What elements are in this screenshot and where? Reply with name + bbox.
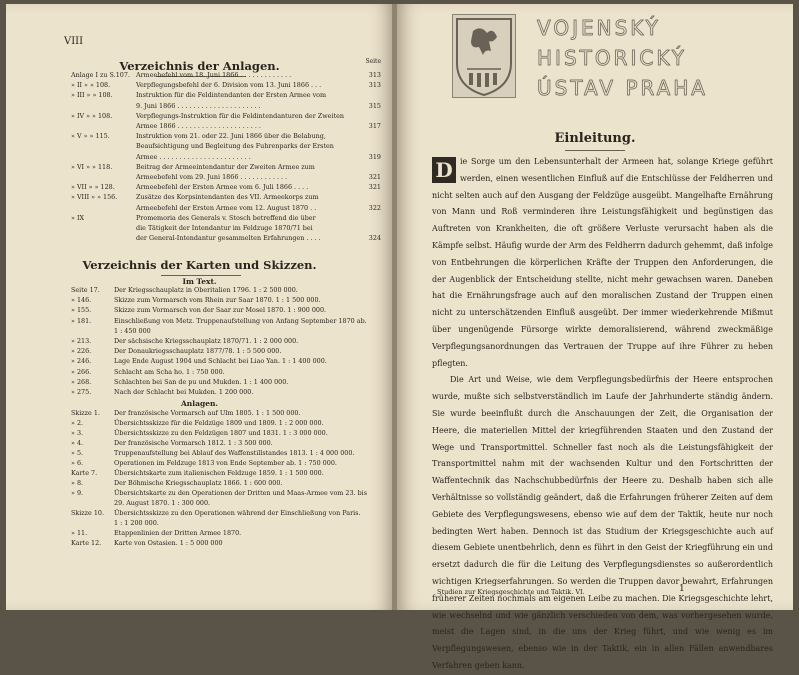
list-item-label: » IV » » 108. bbox=[71, 111, 113, 120]
list-item-text: die Tätigkeit der Intendantur im Feldzuge 1870/71 bei bbox=[136, 224, 313, 232]
list-item-text: Instruktion vom 21. oder 22. Juni 1866 über die Belabung, bbox=[136, 132, 326, 141]
list-item-label: » VI » » 118. bbox=[71, 162, 113, 171]
list-item bbox=[6, 223, 393, 233]
list-item-page: 319 bbox=[368, 152, 381, 161]
list-item-label: » 11. bbox=[71, 529, 88, 537]
list-item bbox=[6, 305, 393, 315]
list-item-label: » 6. bbox=[71, 459, 84, 467]
list-item bbox=[6, 192, 393, 202]
right-page-number: 1 bbox=[679, 584, 685, 594]
einleitung-heading-rule bbox=[565, 150, 625, 151]
list-item-text: Promemoria des Generals v. Stosch betreffend die über bbox=[136, 213, 316, 222]
anlagen-heading: Verzeichnis der Anlagen. bbox=[119, 59, 280, 73]
list-item-text: Schlachten bei San de pu und Mukden. 1 : 1 400 000. bbox=[114, 377, 289, 386]
right-page bbox=[397, 4, 793, 670]
list-item-label: » 5. bbox=[71, 449, 84, 457]
list-item-text: Nach der Schlacht bei Mukden. 1 200 000. bbox=[114, 388, 254, 396]
list-item-text: Instruktion für die Feldintendanten der Ersten Armee vom bbox=[136, 91, 327, 100]
list-item-label: » 3. bbox=[71, 429, 84, 437]
list-item-label: Skizze 10. bbox=[71, 509, 105, 517]
list-item-label: Karte 12. bbox=[71, 539, 102, 547]
list-item-page: 321 bbox=[368, 183, 381, 192]
list-item bbox=[6, 131, 393, 141]
anlagen-sub-heading: Anlagen. bbox=[180, 399, 219, 408]
list-item-text: 29. August 1870. 1 : 300 000. bbox=[114, 499, 211, 507]
institute-name-line-3: ÚSTAV PRAHA bbox=[537, 76, 708, 100]
list-item-text: Verpflegungsbefehl der 6. Division vom 13. Juni 1866 . . . bbox=[136, 81, 322, 90]
list-item-label: » 275. bbox=[71, 388, 92, 396]
list-item bbox=[6, 111, 393, 121]
list-item-text: Armeebefehl der Ersten Armee vom 12. August 1870 . . bbox=[136, 203, 317, 212]
list-item-text: Einschließung von Metz. Truppenaufstellung von Anfang September 1870 ab. bbox=[114, 316, 367, 325]
list-item bbox=[6, 90, 393, 100]
list-item bbox=[6, 285, 393, 295]
list-item bbox=[6, 162, 393, 172]
skizzen-list bbox=[6, 408, 393, 548]
list-item bbox=[6, 101, 393, 111]
list-item-label: » 268. bbox=[71, 377, 92, 386]
list-item bbox=[6, 448, 393, 458]
list-item-text: Beaufsichtigung und Begleitung des Fuhrenparks der Ersten bbox=[136, 142, 334, 151]
list-item bbox=[6, 233, 393, 243]
list-item-text: Der französische Vormarsch 1812. 1 : 3 500 000. bbox=[114, 439, 273, 447]
list-item-label: » V » » 115. bbox=[71, 132, 110, 141]
list-item-label: Karte 7. bbox=[71, 469, 98, 477]
list-item bbox=[6, 326, 393, 336]
list-item-label: Skizze 1. bbox=[71, 409, 100, 417]
list-item-label: » 9. bbox=[71, 489, 84, 497]
list-item-page: 322 bbox=[368, 203, 381, 212]
lion-shield-icon bbox=[453, 15, 515, 97]
im-text-heading: Im Text. bbox=[182, 277, 217, 286]
list-item-label: » III » » 108. bbox=[71, 91, 113, 100]
list-item-label: » 8. bbox=[71, 479, 84, 487]
list-item bbox=[6, 387, 393, 397]
list-item bbox=[6, 408, 393, 418]
list-item-text: Operationen im Feldzuge 1813 von Ende September ab. 1 : 750 000. bbox=[114, 459, 337, 467]
list-item-label: » 2. bbox=[71, 419, 84, 427]
institute-name-line-2: HISTORICKÝ bbox=[537, 46, 687, 70]
list-item bbox=[6, 203, 393, 213]
list-item-text: Verpflegungs-Instruktion für die Feldintendanturen der Zweiten bbox=[136, 111, 344, 120]
list-item-text: Übersichtsskizze zu den Operationen während der Einschließung von Paris. bbox=[114, 509, 361, 517]
institute-emblem bbox=[452, 14, 516, 98]
list-item-label: » VII » » 128. bbox=[71, 183, 115, 192]
paragraph-2: Die Art und Weise, wie dem Verpflegungsbedürfnis der Heere entsprochen wurde, mußte sich selbstverständlich im Laufe der Jahrhunderte ständig ändern. Sie wurde beeinflußt durch die Anschauungen der Zeit, die Organisation der Heere, die materiellen Mittel der kriegführenden Staaten und den Zustand der Wege und Transportmittel. Schneller fast noch als die Leistungsfähigkeit der Transportmittel nahm mit der wachsenden Kultur und den Fortschritten der Waffentechnik das Nachschubbedürfnis der Heere zu. Deshalb haben sich alle Verhältnisse so vollständig geändert, daß die Erfahrungen früherer Zeiten auf dem Gebiete des Verpflegungswesens, ebenso wie auf dem der Taktik, heute nur noch bedingten Wert haben. Dennoch ist das Studium der Kriegsgeschichte auch auf diesem Gebiete unentbehrlich, denn es führt in den Geist der Kriegführung ein und ersetzt dadurch die für die Leitung des Verpflegungsdienstes so außerordentlich wichtigen Kriegserfahrungen. So werden die Truppen davor bewahrt, Erfahrungen früherer Zeiten nochmals am eigenen Leibe zu machen. Die Kriegsgeschichte lehrt, wie wechselnd und wie gänzlich verschieden von dem, was vorhergesehen wurde, meist die Lagen sind, in die uns der Krieg führt, und wie wenig es im Verpflegungswesen, ebenso wie in der Taktik, ein in allen Fällen anwendbares Verfahren geben kann. bbox=[432, 375, 773, 670]
list-item bbox=[6, 538, 393, 548]
list-item-page: 313 bbox=[368, 81, 381, 90]
dropcap: D bbox=[432, 157, 456, 183]
list-item bbox=[6, 346, 393, 356]
list-item-text: Beitrag der Armeeintendantur der Zweiten Armee zum bbox=[136, 162, 315, 171]
list-item-page: 324 bbox=[368, 234, 381, 243]
list-item-page: 317 bbox=[368, 122, 381, 130]
list-item bbox=[6, 70, 393, 80]
left-page bbox=[6, 4, 393, 610]
list-item bbox=[6, 295, 393, 305]
list-item bbox=[6, 468, 393, 478]
list-item-text: der General-Intendantur gesammelten Erfahrungen . . . . bbox=[136, 234, 321, 243]
list-item-text: Der sächsische Kriegsschauplatz 1870/71. 1 : 2 000 000. bbox=[114, 337, 299, 345]
list-item bbox=[6, 418, 393, 428]
list-item bbox=[6, 498, 393, 508]
list-item-page: 313 bbox=[368, 71, 381, 79]
list-item-text: Der Böhmische Kriegsschauplatz 1866. 1 : 600 000. bbox=[114, 479, 283, 487]
list-item-text: Etappenlinien der Dritten Armee 1870. bbox=[114, 529, 242, 537]
introduction-body bbox=[432, 154, 773, 675]
list-item-text: Karte von Ostasien. 1 : 5 000 000 bbox=[114, 539, 223, 547]
list-item bbox=[6, 336, 393, 346]
list-item-text: Übersichtskarte zum italienischen Feldzuge 1859. 1 : 1 500 000. bbox=[114, 469, 324, 477]
list-item-label: » VIII » » 156. bbox=[71, 193, 118, 202]
list-item-text: 9. Juni 1866 . . . . . . . . . . . . . . . . . . . . . bbox=[136, 101, 261, 110]
list-item-label: » 155. bbox=[71, 306, 92, 315]
list-item bbox=[6, 528, 393, 538]
list-item-text: Truppenaufstellung bei Ablauf des Waffenstillstandes 1813. 1 : 4 000 000. bbox=[114, 449, 355, 457]
karten-heading: Verzeichnis der Karten und Skizzen. bbox=[82, 258, 317, 272]
list-item-label: » 4. bbox=[71, 439, 84, 447]
im-text-list bbox=[6, 285, 393, 397]
list-item bbox=[6, 508, 393, 518]
list-item-text: Skizze zum Vormarsch von der Saar zur Mosel 1870. 1 : 900 000. bbox=[114, 306, 327, 315]
list-item-text: Zusätze des Korpsintendanten des VII. Armeekorps zum bbox=[136, 193, 319, 202]
list-item-text: Armee 1866 . . . . . . . . . . . . . . . . . . . . . bbox=[136, 122, 261, 130]
seite-label: Seite bbox=[365, 58, 381, 65]
list-item-text: Skizze zum Vormarsch vom Rhein zur Saar 1870. 1 : 1 500 000. bbox=[114, 296, 321, 305]
list-item-label: » 181. bbox=[71, 316, 92, 325]
list-item bbox=[6, 121, 393, 131]
list-item bbox=[6, 377, 393, 387]
list-item-text: Übersichtsskizze zu den Feldzügen 1807 und 1831. 1 : 3 000 000. bbox=[114, 429, 328, 437]
institute-name-line-1: VOJENSKÝ bbox=[537, 16, 661, 40]
list-item-text: 1 : 450 000 bbox=[114, 326, 151, 335]
einleitung-heading: Einleitung. bbox=[554, 131, 636, 146]
anlagen-list bbox=[6, 70, 393, 245]
list-item bbox=[6, 518, 393, 528]
list-item bbox=[6, 80, 393, 90]
list-item-text: Übersichtskarte zu den Operationen der Dritten und Maas-Armee vom 23. bis bbox=[114, 489, 368, 497]
list-item bbox=[6, 367, 393, 377]
list-item bbox=[6, 488, 393, 498]
list-item-text: Der französische Vormarsch auf Ulm 1805. 1 : 1 500 000. bbox=[114, 409, 301, 417]
list-item-text: 1 : 1 200 000. bbox=[114, 519, 159, 527]
list-item-text: Lage Ende August 1904 und Schlacht bei Liao Yan. 1 : 1 400 000. bbox=[114, 357, 327, 366]
list-item-page: 315 bbox=[368, 101, 381, 110]
list-item-text: Armee . . . . . . . . . . . . . . . . . . . . . . . bbox=[136, 152, 251, 161]
list-item-label: » 226. bbox=[71, 347, 92, 356]
list-item bbox=[6, 458, 393, 468]
paragraph-1-text: ie Sorge um den Lebensunterhalt der Armeen hat, solange Kriege geführt werden, einen wesentlichen Einfluß auf die Entschlüsse der Feldherren und nicht selten auch auf den Ausgang der Feldzüge ausgeübt. Mangelhafte Ernährung von Mann und Roß verminderen ihre Leistungsfähigkeit und begünstigen das Auftreten von Krankheiten, die oft größere Verluste verursacht haben als die Kämpfe selbst. Häufig wurde der Arm des Feldherrn dadurch gehemmt, daß infolge von Entbehrungen die körperlichen Kräfte der Truppen den Anforderungen, die der Augenblick der Entscheidung stellte, nicht mehr gewachsen waren. Daneben hat die Ernährungsfrage auch auf den moralischen Zustand der Truppen einen nicht zu unterschätzenden Einfluß ausgeübt. Der immer wiederkehrende Mißmut über ungenügende Fürsorge wirkte demoralisierend, während zweckmäßige Verpflegungsanordnungen das Vertrauen der Truppe auf ihre Führer zu heben pflegten. bbox=[432, 157, 774, 368]
list-item-page: 321 bbox=[368, 173, 381, 181]
list-item bbox=[6, 356, 393, 366]
list-item-text: Armeebefehl vom 29. Juni 1866 . . . . . . . . . . . . bbox=[136, 173, 288, 181]
list-item-text: Der Kriegsschauplatz in Oberitalien 1796. 1 : 2 500 000. bbox=[114, 286, 298, 294]
paragraph-1 bbox=[432, 154, 773, 372]
list-item bbox=[6, 182, 393, 192]
list-item bbox=[6, 478, 393, 488]
list-item bbox=[6, 438, 393, 448]
list-item-label: » II » » 108. bbox=[71, 81, 111, 90]
list-item-text: Übersichtsskizze für die Feldzüge 1809 und 1809. 1 : 2 000 000. bbox=[114, 419, 324, 427]
left-page-number: VIII bbox=[64, 36, 84, 47]
list-item-label: Anlage I zu S.107. bbox=[71, 71, 130, 79]
list-item-text: Armeebefehl vom 18. Juni 1866 . . . . . . . . . . . . . bbox=[136, 71, 292, 79]
list-item bbox=[6, 152, 393, 162]
list-item bbox=[6, 316, 393, 326]
list-item-label: » 266. bbox=[71, 367, 92, 376]
list-item-label: » 213. bbox=[71, 337, 92, 345]
list-item bbox=[6, 428, 393, 438]
list-item-text: Der Donaukriegsschauplatz 1877/78. 1 : 5 500 000. bbox=[114, 347, 282, 356]
list-item bbox=[6, 213, 393, 223]
list-item-text: Schlacht am Scha ho. 1 : 750 000. bbox=[114, 367, 225, 376]
karten-heading-rule bbox=[161, 275, 241, 276]
list-item-label: Seite 17. bbox=[71, 286, 100, 294]
list-item bbox=[6, 172, 393, 182]
list-item-label: » 246. bbox=[71, 357, 92, 366]
list-item-text: Armeebefehl der Ersten Armee vom 6. Juli 1866 . . . . bbox=[136, 183, 309, 192]
list-item-label: » IX bbox=[71, 213, 85, 222]
list-item bbox=[6, 141, 393, 151]
list-item-label: » 146. bbox=[71, 296, 92, 305]
footer-title: Studien zur Kriegsgeschichte und Taktik. VI. bbox=[437, 588, 585, 596]
